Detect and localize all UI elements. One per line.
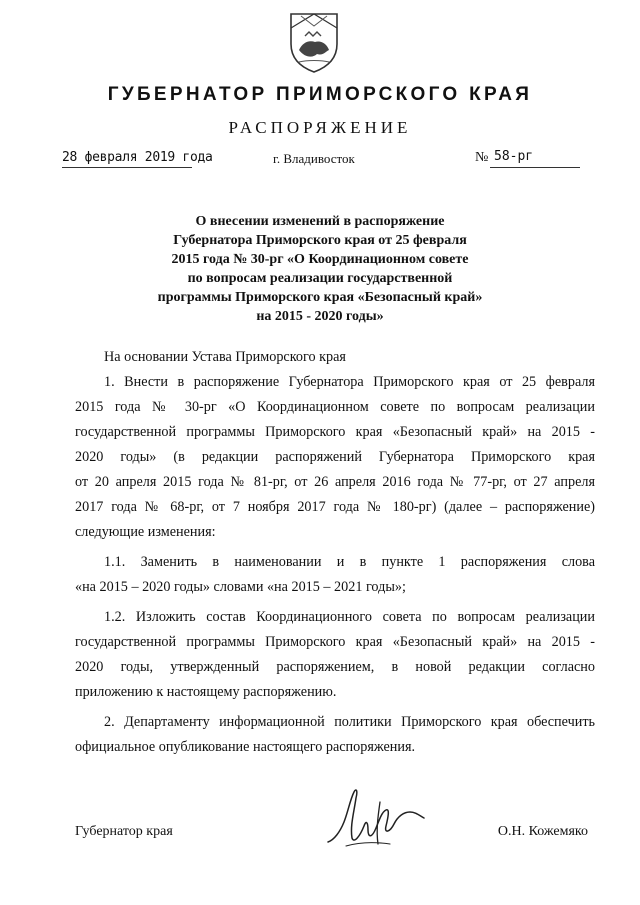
text-line: следующие изменения:: [75, 524, 216, 540]
document-number: 58-рг: [494, 149, 534, 164]
text-line: официальное опубликование настоящего распоряжения.: [75, 739, 416, 755]
text-line: государственной программы Приморского края «Безопасный край» на 2015 -: [75, 424, 595, 440]
document-place: г. Владивосток: [273, 151, 355, 166]
subject-line: программы Приморского края «Безопасный край»: [157, 290, 483, 305]
subject-line: 2015 года № 30-рг «О Координационном совете: [171, 252, 469, 267]
paragraph-1: [75, 370, 595, 545]
paragraph-2: [75, 710, 595, 760]
basis-paragraph: На основании Устава Приморского края: [104, 349, 346, 365]
text-line: 2020 годы, утвержденный распоряжением, в новой редакции согласно: [75, 659, 595, 675]
coat-of-arms-icon: [287, 10, 341, 74]
subject-line: по вопросам реализации государственной: [187, 271, 453, 286]
text-line: 1.2. Изложить состав Координационного совета по вопросам реализации: [104, 609, 595, 625]
text-line: 2020 годы» (в редакции распоряжений Губернатора Приморского края: [75, 449, 595, 465]
text-line: 2. Департаменту информационной политики Приморского края обеспечить: [104, 714, 595, 730]
document-subject: [130, 212, 510, 326]
text-line: 1. Внести в распоряжение Губернатора Приморского края от 25 февраля: [104, 374, 595, 390]
text-line: 2015 года № 30-рг «О Координационном совете по вопросам реализации: [75, 399, 595, 415]
signatory-position: Губернатор края: [75, 824, 173, 839]
text-line: 2017 года № 68-рг, от 7 ноября 2017 года № 180-рг) (далее – распоряжение): [75, 499, 595, 515]
paragraph-1-1: [75, 550, 595, 600]
text-line: «на 2015 – 2020 годы» словами «на 2015 – 2021 годы»;: [75, 579, 406, 595]
date-underline: [62, 167, 192, 168]
text-line: государственной программы Приморского края «Безопасный край» на 2015 -: [75, 634, 595, 650]
document-type: РАСПОРЯЖЕНИЕ: [228, 118, 412, 137]
signatory-name: О.Н. Кожемяко: [497, 824, 588, 839]
document-date: 28 февраля 2019 года: [62, 150, 213, 165]
subject-line: О внесении изменений в распоряжение: [195, 214, 445, 229]
issuer-title: ГУБЕРНАТОР ПРИМОРСКОГО КРАЯ: [107, 84, 533, 105]
document-body: [75, 345, 595, 760]
text-line: приложению к настоящему распоряжению.: [75, 684, 337, 700]
handwritten-signature: [320, 782, 430, 852]
paragraph-1-2: [75, 605, 595, 705]
subject-line: Губернатора Приморского края от 25 февраля: [173, 233, 467, 248]
number-label: №: [475, 150, 489, 165]
text-line: от 20 апреля 2015 года № 81-рг, от 26 апреля 2016 года № 77-рг, от 27 апреля: [75, 474, 595, 490]
text-line: 1.1. Заменить в наименовании и в пункте 1 распоряжения слова: [104, 554, 595, 570]
subject-line: на 2015 - 2020 годы»: [256, 309, 384, 324]
number-underline: [490, 167, 580, 168]
